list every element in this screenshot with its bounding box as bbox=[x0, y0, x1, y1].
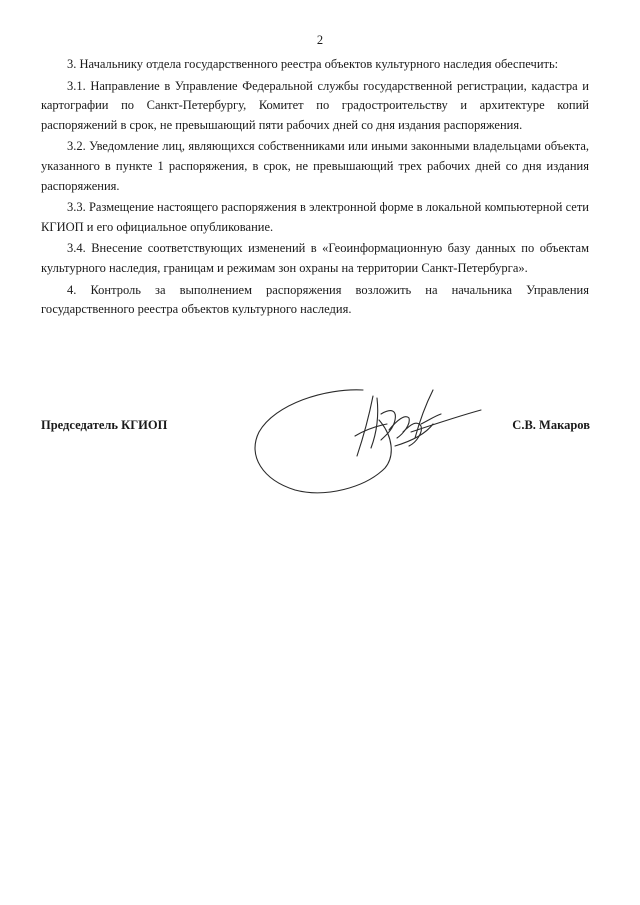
paragraph-3: 3. Начальнику отдела государственного реестра объектов культурного наследия обеспечить: bbox=[67, 57, 559, 71]
signatory-position: Председатель КГИОП bbox=[41, 418, 168, 432]
signatory-name: С.В. Макаров bbox=[512, 418, 590, 432]
paragraph-4: 4. Контроль за выполнением распоряжения возложить на начальника Управления государственного реестра объектов культурного наследия. bbox=[41, 282, 589, 317]
paragraph-3-4: 3.4. Внесение соответствующих изменений в «Геоинформационную базу данных по объектам культурного наследия, границам и режимам зон охраны на территории Санкт-Петербурга». bbox=[41, 241, 589, 275]
paragraph-3-3: 3.3. Размещение настоящего распоряжения в электронной форме в локальной компьютерной сети КГИОП и его официальное опубликование. bbox=[41, 200, 589, 234]
page-number: 2 bbox=[316, 33, 324, 47]
paragraph-3-1: 3.1. Направление в Управление Федеральной службы государственной регистрации, кадастра и картографии по Санкт-Петербургу, Комитет по градостроительству и архитектуре копий распоряжений в срок, не превышающий пяти рабочих дней со дня издания распоряжения. bbox=[41, 78, 589, 132]
document-body bbox=[41, 55, 589, 320]
paragraph-3-2: 3.2. Уведомление лиц, являющихся собственниками или иными законными владельцами объекта, указанного в пункте 1 распоряжения, в срок, не превышающий трех рабочих дней со дня издания распоряжения. bbox=[41, 139, 589, 193]
handwritten-signature bbox=[245, 376, 495, 502]
